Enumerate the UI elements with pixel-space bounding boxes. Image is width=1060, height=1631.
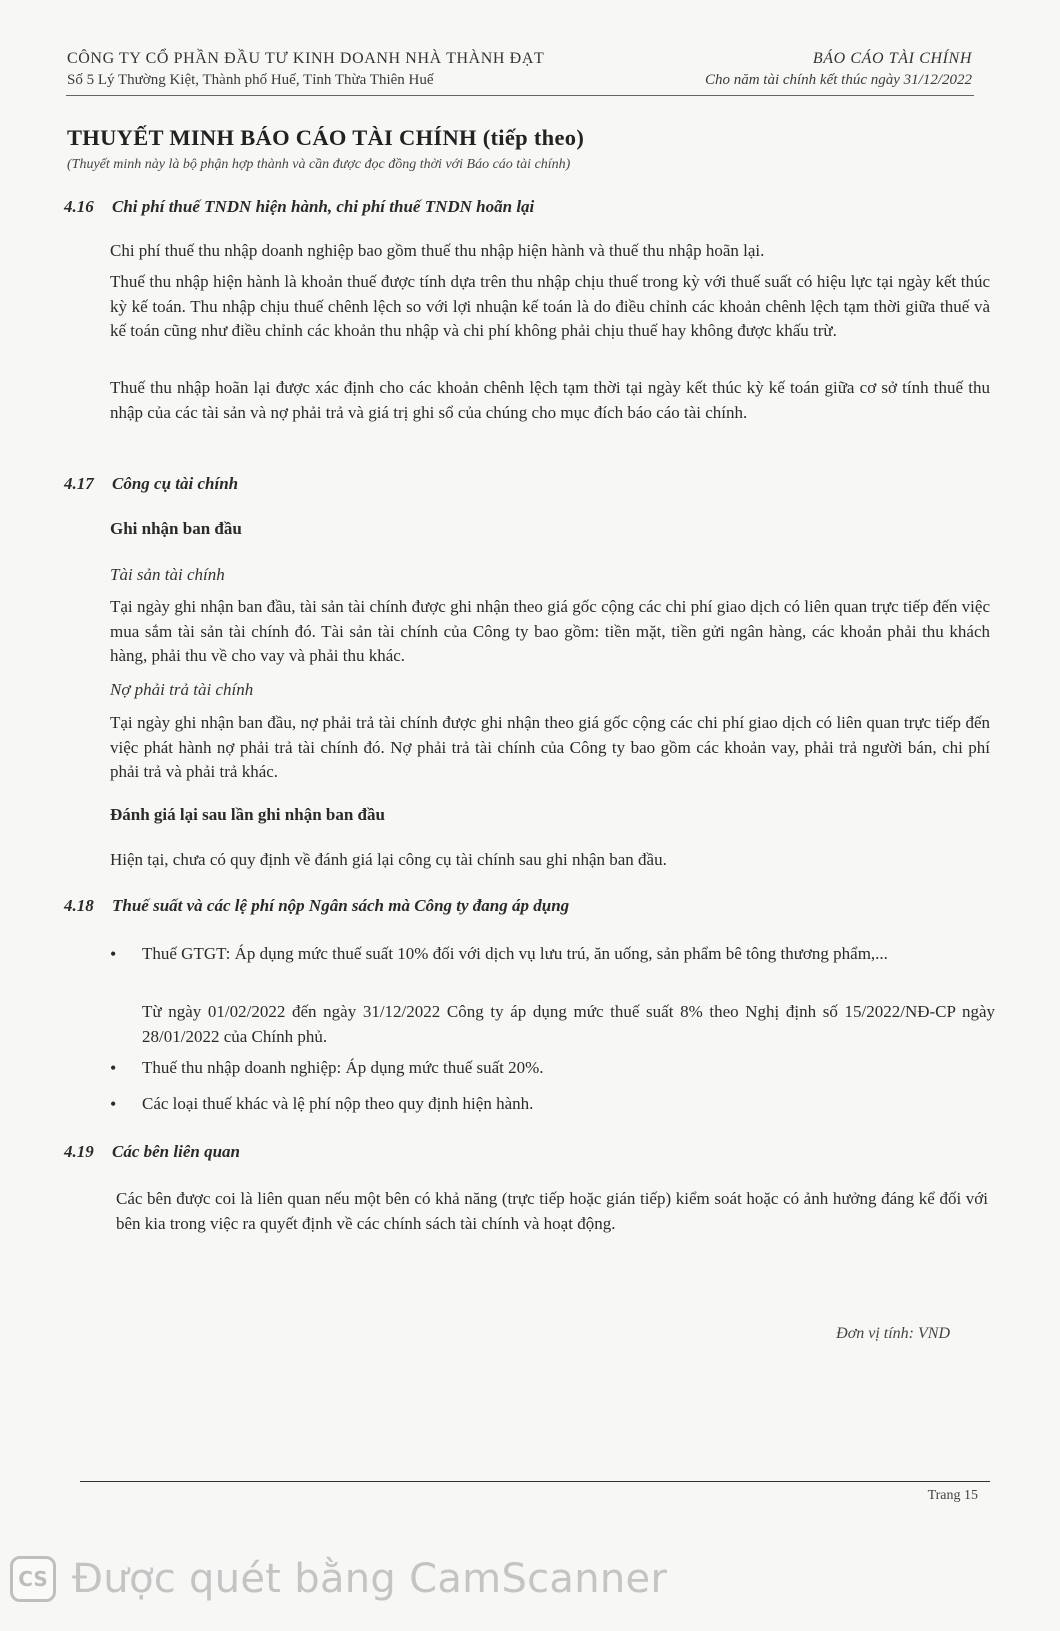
section-number: 4.17 [64, 474, 94, 493]
paragraph: Thuế thu nhập hiện hành là khoản thuế được tính dựa trên thu nhập chịu thuế trong kỳ với thuế suất có hiệu lực tại ngày kết thúc kỳ kế toán. Thu nhập chịu thuế chênh lệch so với lợi nhuận kế toán là do điều chỉnh các khoản chênh lệch tạm thời giữa thuế và kế toán cũng như điều chỉnh các khoản thu nhập và chi phí không phải chịu thuế hay không được khấu trừ. [110, 272, 990, 340]
section-number: 4.16 [64, 197, 94, 216]
paragraph: Thuế thu nhập hoãn lại được xác định cho các khoản chênh lệch tạm thời tại ngày kết thúc kỳ kế toán giữa cơ sở tính thuế thu nhập của các tài sản và nợ phải trả và giá trị ghi sổ của chúng cho mục đích báo cáo tài chính. [110, 378, 990, 422]
header-divider [66, 95, 974, 96]
footer-divider [80, 1481, 990, 1482]
header-left [67, 50, 544, 89]
company-address: Số 5 Lý Thường Kiệt, Thành phố Huế, Tỉnh Thừa Thiên Huế [67, 72, 434, 88]
list-item [110, 1092, 995, 1117]
company-name: CÔNG TY CỔ PHẦN ĐẦU TƯ KINH DOANH NHÀ THÀNH ĐẠT [67, 50, 545, 67]
section-title: Các bên liên quan [112, 1142, 240, 1161]
bullet-icon: • [110, 1058, 117, 1078]
watermark-text: Được quét bằng CamScanner [72, 1556, 668, 1602]
section-title: Chi phí thuế TNDN hiện hành, chi phí thuế TNDN hoãn lại [112, 197, 535, 216]
subheading-remeasurement: Đánh giá lại sau lần ghi nhận ban đầu [110, 805, 385, 824]
paragraph: Các bên được coi là liên quan nếu một bên có khả năng (trực tiếp hoặc gián tiếp) kiểm soát hoặc có ảnh hưởng đáng kể đối với bên kia trong việc ra quyết định về các chính sách tài chính và hoạt động. [116, 1189, 988, 1233]
page-subtitle: (Thuyết minh này là bộ phận hợp thành và cần được đọc đồng thời với Báo cáo tài chính) [67, 157, 571, 172]
section-title: Thuế suất và các lệ phí nộp Ngân sách mà Công ty đang áp dụng [112, 896, 570, 915]
section-number: 4.19 [64, 1142, 94, 1161]
currency-unit: Đơn vị tính: VND [836, 1325, 950, 1342]
list-item [110, 942, 995, 967]
header-right [705, 50, 972, 89]
section-title: Công cụ tài chính [112, 474, 239, 493]
list-item-text: Thuế GTGT: Áp dụng mức thuế suất 10% đối với dịch vụ lưu trú, ăn uống, sản phẩm bê tông thương phẩm,... [142, 944, 888, 963]
subheading-financial-liabilities: Nợ phải trả tài chính [110, 680, 254, 699]
section-4-16-heading [64, 197, 534, 217]
paragraph: Hiện tại, chưa có quy định về đánh giá lại công cụ tài chính sau ghi nhận ban đầu. [110, 850, 667, 869]
camscanner-logo-icon: CS [10, 1556, 56, 1602]
list-item [110, 1056, 995, 1081]
bullet-icon: • [110, 944, 117, 964]
section-4-18-heading [64, 896, 569, 916]
paragraph: Tại ngày ghi nhận ban đầu, tài sản tài chính được ghi nhận theo giá gốc cộng các chi phí giao dịch có liên quan trực tiếp đến việc mua sắm tài sản tài chính đó. Tài sản tài chính của Công ty bao gồm: tiền mặt, tiền gửi ngân hàng, các khoản phải thu khách hàng, phải thu về cho vay và phải thu khác. [110, 597, 990, 665]
report-title: BÁO CÁO TÀI CHÍNH [812, 50, 972, 67]
section-number: 4.18 [64, 896, 94, 915]
list-item-text: Từ ngày 01/02/2022 đến ngày 31/12/2022 Công ty áp dụng mức thuế suất 8% theo Nghị định số 15/2022/NĐ-CP ngày 28/01/2022 của Chính phủ. [142, 1002, 995, 1046]
section-4-17-heading [64, 474, 238, 494]
list-item-note [110, 1000, 995, 1049]
report-period: Cho năm tài chính kết thúc ngày 31/12/2022 [704, 72, 972, 88]
page-title: THUYẾT MINH BÁO CÁO TÀI CHÍNH (tiếp theo) [67, 125, 585, 150]
subheading-financial-assets: Tài sản tài chính [110, 565, 225, 584]
bullet-icon: • [110, 1094, 117, 1114]
list-item-text: Thuế thu nhập doanh nghiệp: Áp dụng mức thuế suất 20%. [142, 1058, 544, 1077]
paragraph: Chi phí thuế thu nhập doanh nghiệp bao gồm thuế thu nhập hiện hành và thuế thu nhập hoãn lại. [110, 241, 765, 260]
section-4-19-heading [64, 1142, 240, 1162]
camscanner-watermark [10, 1556, 667, 1602]
list-item-text: Các loại thuế khác và lệ phí nộp theo quy định hiện hành. [142, 1094, 534, 1113]
page-number: Trang 15 [927, 1488, 978, 1503]
paragraph: Tại ngày ghi nhận ban đầu, nợ phải trả tài chính được ghi nhận theo giá gốc cộng các chi phí giao dịch có liên quan trực tiếp đến việc phát hành nợ phải trả tài chính đó. Nợ phải trả tài chính của Công ty bao gồm các khoản vay, phải trả người bán, chi phí phải trả và phải trả khác. [110, 713, 990, 781]
subheading-initial-recognition: Ghi nhận ban đầu [110, 519, 242, 538]
